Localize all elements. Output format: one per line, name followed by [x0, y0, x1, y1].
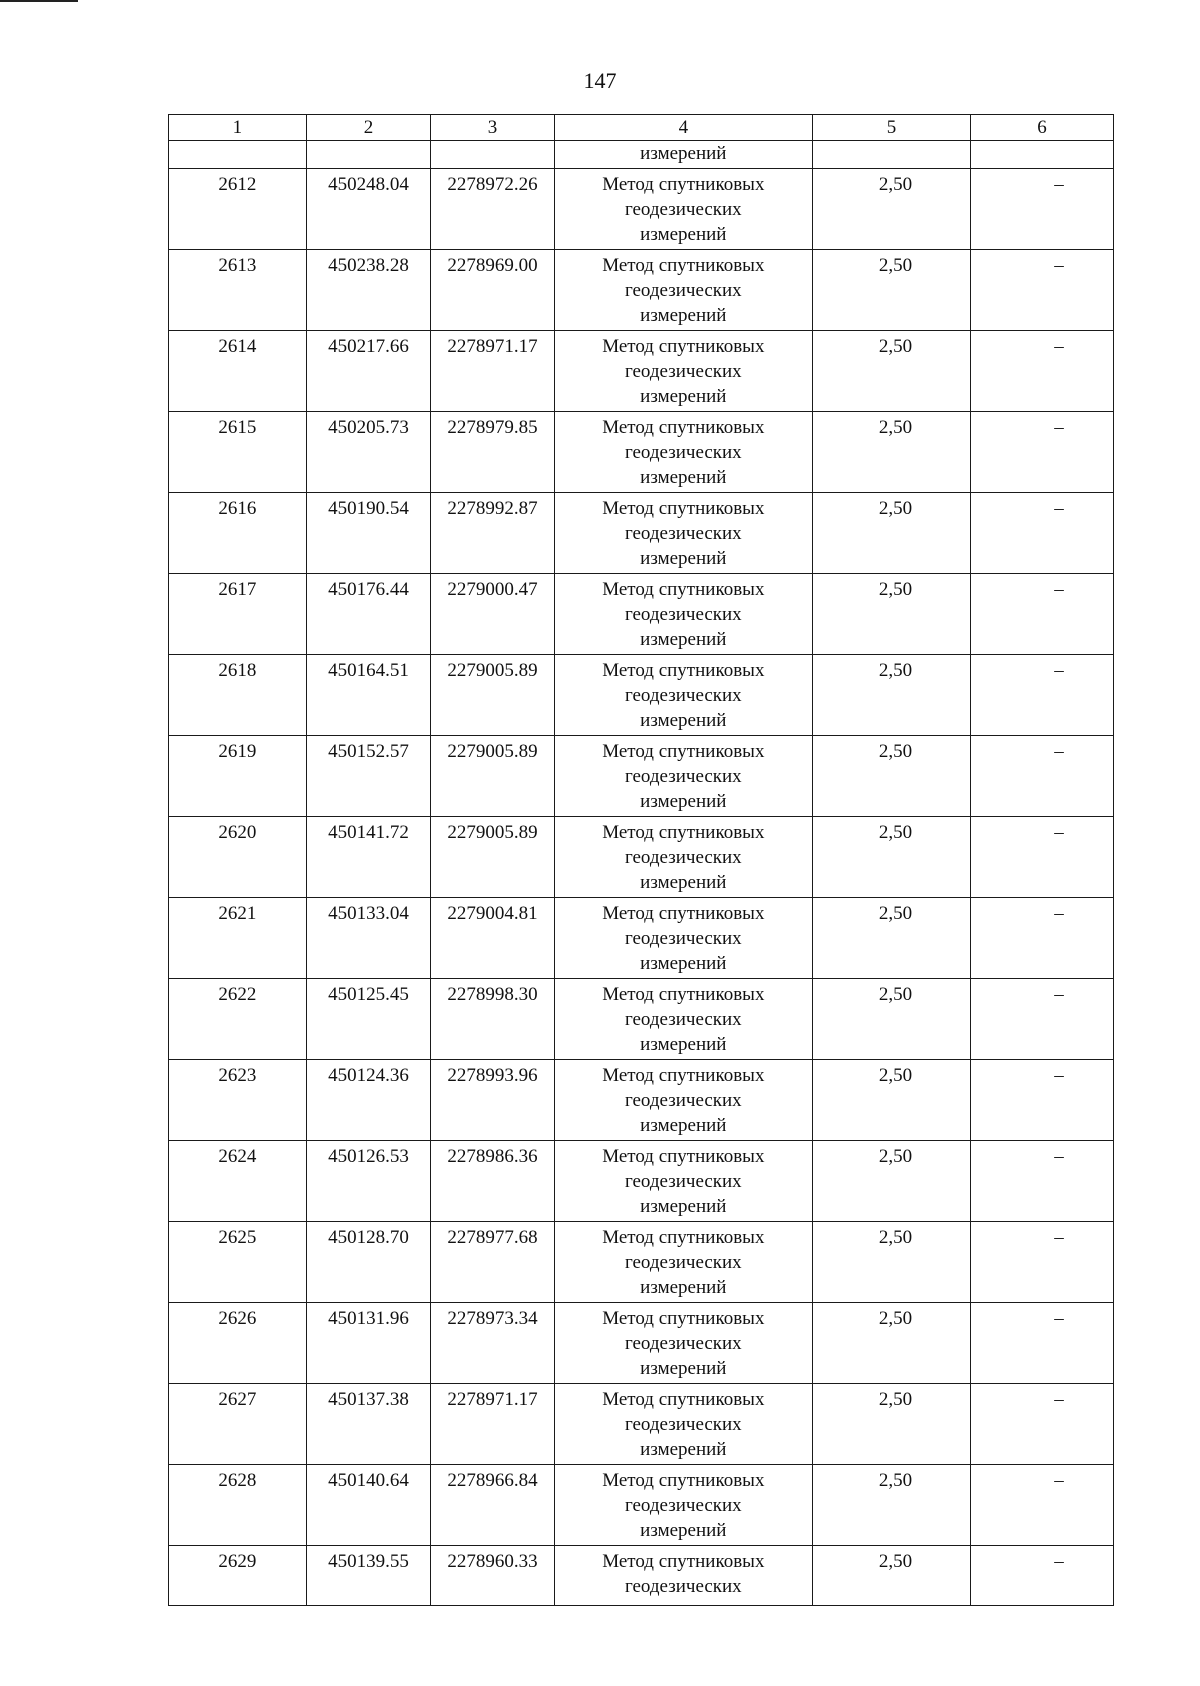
- table-cell: [169, 141, 307, 169]
- x-coordinate-cell: [306, 736, 431, 817]
- continuation-cell: измерений: [554, 141, 812, 169]
- y-coordinate-cell-text: 2278979.85: [447, 417, 538, 438]
- method-line: геодезических: [624, 847, 742, 868]
- y-coordinate-cell: [431, 1060, 554, 1141]
- table-cell: [306, 141, 431, 169]
- header-cell: 2: [306, 115, 431, 141]
- accuracy-cell: [812, 736, 970, 817]
- point-number-cell: [169, 250, 307, 331]
- method-line: геодезических: [624, 280, 742, 301]
- method-line: Метод спутниковых: [602, 984, 765, 1005]
- x-coordinate-cell-text: 450128.70: [328, 1227, 409, 1248]
- table-row: [169, 169, 1114, 250]
- y-coordinate-cell: [431, 412, 554, 493]
- point-number-cell: [169, 979, 307, 1060]
- y-coordinate-cell-text: 2279005.89: [447, 741, 538, 762]
- table-row: [169, 574, 1114, 655]
- note-cell: [971, 898, 1114, 979]
- y-coordinate-cell-text: 2278973.34: [447, 1308, 538, 1329]
- y-coordinate-cell: [431, 1303, 554, 1384]
- header-cell: 5: [812, 115, 970, 141]
- table-row: [169, 1222, 1114, 1303]
- method-cell: [554, 655, 812, 736]
- point-number-cell-text: 2624: [218, 1146, 257, 1167]
- accuracy-cell: [812, 1546, 970, 1606]
- method-line: геодезических: [624, 1576, 742, 1597]
- accuracy-cell: [812, 412, 970, 493]
- note-cell: [971, 1222, 1114, 1303]
- accuracy-cell-text: 2,50: [878, 579, 913, 600]
- accuracy-cell: [812, 898, 970, 979]
- x-coordinate-cell: [306, 655, 431, 736]
- x-coordinate-cell-text: 450248.04: [328, 174, 409, 195]
- point-number-cell-text: 2628: [218, 1470, 257, 1491]
- x-coordinate-cell-text: 450164.51: [328, 660, 409, 681]
- method-line: Метод спутниковых: [602, 1470, 765, 1491]
- method-line: измерений: [640, 548, 727, 569]
- x-coordinate-cell-text: 450131.96: [328, 1308, 409, 1329]
- note-cell-text: –: [1054, 822, 1064, 843]
- scan-corner-mark: [0, 0, 78, 2]
- table-cell: [971, 141, 1114, 169]
- header-row: [169, 115, 1114, 141]
- method-line: измерений: [640, 386, 727, 407]
- accuracy-cell: [812, 250, 970, 331]
- accuracy-cell-text: 2,50: [878, 255, 913, 276]
- table-row: [169, 493, 1114, 574]
- point-number-cell: [169, 1546, 307, 1606]
- accuracy-cell-text: 2,50: [878, 417, 913, 438]
- point-number-cell-text: 2612: [218, 174, 257, 195]
- note-cell-text: –: [1054, 903, 1064, 924]
- x-coordinate-cell-text: 450126.53: [328, 1146, 409, 1167]
- x-coordinate-cell: [306, 817, 431, 898]
- method-line: измерений: [640, 224, 727, 245]
- method-line: геодезических: [624, 1333, 742, 1354]
- x-coordinate-cell: [306, 574, 431, 655]
- y-coordinate-cell: [431, 1465, 554, 1546]
- method-cell: [554, 898, 812, 979]
- y-coordinate-cell: [431, 898, 554, 979]
- method-line: измерений: [640, 305, 727, 326]
- table-row: [169, 898, 1114, 979]
- point-number-cell-text: 2618: [218, 660, 257, 681]
- method-line: Метод спутниковых: [602, 1227, 765, 1248]
- x-coordinate-cell-text: 450133.04: [328, 903, 409, 924]
- point-number-cell-text: 2621: [218, 903, 257, 924]
- method-line: геодезических: [624, 766, 742, 787]
- x-coordinate-cell-text: 450152.57: [328, 741, 409, 762]
- y-coordinate-cell-text: 2279005.89: [447, 822, 538, 843]
- x-coordinate-cell-text: 450124.36: [328, 1065, 409, 1086]
- method-line: геодезических: [624, 1495, 742, 1516]
- method-cell: [554, 331, 812, 412]
- point-number-cell: [169, 1141, 307, 1222]
- method-line: Метод спутниковых: [602, 1389, 765, 1410]
- method-line: Метод спутниковых: [602, 660, 765, 681]
- method-cell: [554, 1546, 812, 1606]
- x-coordinate-cell-text: 450205.73: [328, 417, 409, 438]
- note-cell: [971, 817, 1114, 898]
- accuracy-cell: [812, 1465, 970, 1546]
- y-coordinate-cell: [431, 1546, 554, 1606]
- method-line: геодезических: [624, 1009, 742, 1030]
- y-coordinate-cell-text: 2278998.30: [447, 984, 538, 1005]
- accuracy-cell: [812, 1141, 970, 1222]
- accuracy-cell-text: 2,50: [878, 660, 913, 681]
- accuracy-cell-text: 2,50: [878, 174, 913, 195]
- method-cell: [554, 979, 812, 1060]
- method-line: Метод спутниковых: [602, 822, 765, 843]
- note-cell-text: –: [1054, 1065, 1064, 1086]
- table-row: [169, 817, 1114, 898]
- x-coordinate-cell: [306, 1384, 431, 1465]
- accuracy-cell: [812, 169, 970, 250]
- point-number-cell-text: 2622: [218, 984, 257, 1005]
- note-cell-text: –: [1054, 1227, 1064, 1248]
- method-line: Метод спутниковых: [602, 498, 765, 519]
- note-cell: [971, 331, 1114, 412]
- point-number-cell: [169, 1465, 307, 1546]
- y-coordinate-cell: [431, 817, 554, 898]
- x-coordinate-cell-text: 450137.38: [328, 1389, 409, 1410]
- y-coordinate-cell-text: 2278971.17: [447, 336, 538, 357]
- point-number-cell-text: 2620: [218, 822, 257, 843]
- note-cell: [971, 1303, 1114, 1384]
- x-coordinate-cell: [306, 1222, 431, 1303]
- x-coordinate-cell: [306, 331, 431, 412]
- x-coordinate-cell: [306, 1465, 431, 1546]
- point-number-cell: [169, 655, 307, 736]
- method-line: Метод спутниковых: [602, 903, 765, 924]
- accuracy-cell: [812, 1060, 970, 1141]
- note-cell-text: –: [1054, 174, 1064, 195]
- method-cell: [554, 736, 812, 817]
- accuracy-cell: [812, 655, 970, 736]
- note-cell-text: –: [1054, 417, 1064, 438]
- header-cell: 3: [431, 115, 554, 141]
- method-line: геодезических: [624, 361, 742, 382]
- note-cell-text: –: [1054, 336, 1064, 357]
- accuracy-cell: [812, 493, 970, 574]
- note-cell-text: –: [1054, 1308, 1064, 1329]
- table-row: [169, 736, 1114, 817]
- point-number-cell-text: 2619: [218, 741, 257, 762]
- method-cell: [554, 1303, 812, 1384]
- continuation-row: [169, 141, 1114, 169]
- accuracy-cell: [812, 1303, 970, 1384]
- y-coordinate-cell-text: 2279004.81: [447, 903, 538, 924]
- table-row: [169, 979, 1114, 1060]
- y-coordinate-cell: [431, 979, 554, 1060]
- note-cell: [971, 1060, 1114, 1141]
- y-coordinate-cell-text: 2278972.26: [447, 174, 538, 195]
- method-line: геодезических: [624, 928, 742, 949]
- note-cell: [971, 1465, 1114, 1546]
- accuracy-cell-text: 2,50: [878, 1065, 913, 1086]
- method-cell: [554, 169, 812, 250]
- method-line: измерений: [640, 710, 727, 731]
- method-line: геодезических: [624, 604, 742, 625]
- note-cell-text: –: [1054, 255, 1064, 276]
- note-cell: [971, 412, 1114, 493]
- note-cell: [971, 493, 1114, 574]
- accuracy-cell: [812, 1384, 970, 1465]
- y-coordinate-cell: [431, 1384, 554, 1465]
- point-number-cell: [169, 493, 307, 574]
- note-cell: [971, 250, 1114, 331]
- note-cell: [971, 1546, 1114, 1606]
- point-number-cell: [169, 331, 307, 412]
- note-cell: [971, 169, 1114, 250]
- point-number-cell: [169, 1303, 307, 1384]
- method-line: Метод спутниковых: [602, 336, 765, 357]
- point-number-cell: [169, 736, 307, 817]
- method-line: Метод спутниковых: [602, 174, 765, 195]
- x-coordinate-cell-text: 450139.55: [328, 1551, 409, 1572]
- note-cell-text: –: [1054, 1470, 1064, 1491]
- method-line: измерений: [640, 1196, 727, 1217]
- accuracy-cell: [812, 331, 970, 412]
- table-row: [169, 1141, 1114, 1222]
- method-cell: [554, 1060, 812, 1141]
- accuracy-cell-text: 2,50: [878, 1227, 913, 1248]
- method-line: измерений: [640, 1520, 727, 1541]
- y-coordinate-cell: [431, 331, 554, 412]
- method-cell: [554, 493, 812, 574]
- accuracy-cell-text: 2,50: [878, 1470, 913, 1491]
- accuracy-cell-text: 2,50: [878, 822, 913, 843]
- accuracy-cell: [812, 979, 970, 1060]
- method-line: геодезических: [624, 1171, 742, 1192]
- table-row: [169, 1303, 1114, 1384]
- point-number-cell-text: 2614: [218, 336, 257, 357]
- method-line: Метод спутниковых: [602, 1146, 765, 1167]
- y-coordinate-cell: [431, 250, 554, 331]
- header-cell: 6: [971, 115, 1114, 141]
- method-line: Метод спутниковых: [602, 1551, 765, 1572]
- header-cell: 4: [554, 115, 812, 141]
- point-number-cell: [169, 169, 307, 250]
- method-cell: [554, 574, 812, 655]
- method-line: измерений: [640, 872, 727, 893]
- table-row: [169, 1060, 1114, 1141]
- method-line: геодезических: [624, 1090, 742, 1111]
- note-cell-text: –: [1054, 579, 1064, 600]
- method-cell: [554, 250, 812, 331]
- method-cell: [554, 412, 812, 493]
- x-coordinate-cell: [306, 1141, 431, 1222]
- method-line: измерений: [640, 1034, 727, 1055]
- note-cell: [971, 979, 1114, 1060]
- method-line: измерений: [640, 791, 727, 812]
- x-coordinate-cell: [306, 493, 431, 574]
- y-coordinate-cell-text: 2279000.47: [447, 579, 538, 600]
- point-number-cell-text: 2613: [218, 255, 257, 276]
- point-number-cell: [169, 412, 307, 493]
- point-number-cell: [169, 1060, 307, 1141]
- y-coordinate-cell-text: 2278971.17: [447, 1389, 538, 1410]
- note-cell-text: –: [1054, 1389, 1064, 1410]
- method-line: геодезических: [624, 1252, 742, 1273]
- method-cell: [554, 817, 812, 898]
- x-coordinate-cell-text: 450176.44: [328, 579, 409, 600]
- y-coordinate-cell-text: 2278977.68: [447, 1227, 538, 1248]
- table-row: [169, 331, 1114, 412]
- table-row: [169, 412, 1114, 493]
- y-coordinate-cell: [431, 493, 554, 574]
- accuracy-cell-text: 2,50: [878, 903, 913, 924]
- y-coordinate-cell: [431, 736, 554, 817]
- x-coordinate-cell: [306, 250, 431, 331]
- x-coordinate-cell: [306, 412, 431, 493]
- note-cell: [971, 736, 1114, 817]
- method-cell: [554, 1384, 812, 1465]
- accuracy-cell: [812, 574, 970, 655]
- method-line: Метод спутниковых: [602, 1308, 765, 1329]
- table-cell: [431, 141, 554, 169]
- y-coordinate-cell-text: 2278969.00: [447, 255, 538, 276]
- point-number-cell: [169, 574, 307, 655]
- method-line: измерений: [640, 1439, 727, 1460]
- table-row: [169, 1384, 1114, 1465]
- note-cell: [971, 1384, 1114, 1465]
- y-coordinate-cell-text: 2278986.36: [447, 1146, 538, 1167]
- table-row: [169, 1546, 1114, 1606]
- x-coordinate-cell: [306, 979, 431, 1060]
- note-cell: [971, 655, 1114, 736]
- table-body: [169, 115, 1114, 1606]
- x-coordinate-cell: [306, 1546, 431, 1606]
- x-coordinate-cell-text: 450190.54: [328, 498, 409, 519]
- point-number-cell-text: 2615: [218, 417, 257, 438]
- method-line: геодезических: [624, 442, 742, 463]
- point-number-cell: [169, 1222, 307, 1303]
- point-number-cell-text: 2625: [218, 1227, 257, 1248]
- table-row: [169, 1465, 1114, 1546]
- method-line: Метод спутниковых: [602, 255, 765, 276]
- note-cell-text: –: [1054, 984, 1064, 1005]
- method-line: измерений: [640, 467, 727, 488]
- note-cell-text: –: [1054, 741, 1064, 762]
- point-number-cell-text: 2617: [218, 579, 257, 600]
- accuracy-cell-text: 2,50: [878, 498, 913, 519]
- y-coordinate-cell-text: 2279005.89: [447, 660, 538, 681]
- accuracy-cell-text: 2,50: [878, 1551, 913, 1572]
- y-coordinate-cell-text: 2278960.33: [447, 1551, 538, 1572]
- method-cell: [554, 1141, 812, 1222]
- note-cell: [971, 574, 1114, 655]
- method-line: Метод спутниковых: [602, 741, 765, 762]
- y-coordinate-cell: [431, 169, 554, 250]
- x-coordinate-cell-text: 450125.45: [328, 984, 409, 1005]
- accuracy-cell-text: 2,50: [878, 1146, 913, 1167]
- table-row: [169, 655, 1114, 736]
- x-coordinate-cell: [306, 1303, 431, 1384]
- note-cell: [971, 1141, 1114, 1222]
- method-line: измерений: [640, 1115, 727, 1136]
- method-line: геодезических: [624, 1414, 742, 1435]
- accuracy-cell-text: 2,50: [878, 741, 913, 762]
- y-coordinate-cell-text: 2278992.87: [447, 498, 538, 519]
- method-line: геодезических: [624, 199, 742, 220]
- accuracy-cell: [812, 817, 970, 898]
- point-number-cell: [169, 817, 307, 898]
- method-line: Метод спутниковых: [602, 579, 765, 600]
- point-number-cell-text: 2623: [218, 1065, 257, 1086]
- point-number-cell-text: 2616: [218, 498, 257, 519]
- point-number-cell-text: 2627: [218, 1389, 257, 1410]
- y-coordinate-cell: [431, 1222, 554, 1303]
- y-coordinate-cell: [431, 574, 554, 655]
- note-cell-text: –: [1054, 1146, 1064, 1167]
- page-number: 147: [583, 68, 617, 93]
- note-cell-text: –: [1054, 1551, 1064, 1572]
- method-line: измерений: [640, 1358, 727, 1379]
- x-coordinate-cell-text: 450140.64: [328, 1470, 409, 1491]
- method-line: геодезических: [624, 685, 742, 706]
- point-number-cell: [169, 1384, 307, 1465]
- coordinates-table: [168, 114, 1114, 1606]
- y-coordinate-cell-text: 2278966.84: [447, 1470, 538, 1491]
- accuracy-cell-text: 2,50: [878, 1308, 913, 1329]
- point-number-cell-text: 2626: [218, 1308, 257, 1329]
- y-coordinate-cell-text: 2278993.96: [447, 1065, 538, 1086]
- point-number-cell-text: 2629: [218, 1551, 257, 1572]
- note-cell-text: –: [1054, 498, 1064, 519]
- x-coordinate-cell-text: 450217.66: [328, 336, 409, 357]
- x-coordinate-cell: [306, 169, 431, 250]
- method-line: измерений: [640, 953, 727, 974]
- method-line: геодезических: [624, 523, 742, 544]
- method-cell: [554, 1465, 812, 1546]
- x-coordinate-cell: [306, 898, 431, 979]
- note-cell-text: –: [1054, 660, 1064, 681]
- method-line: Метод спутниковых: [602, 417, 765, 438]
- table-row: [169, 250, 1114, 331]
- table-cell: [812, 141, 970, 169]
- method-line: Метод спутниковых: [602, 1065, 765, 1086]
- accuracy-cell: [812, 1222, 970, 1303]
- y-coordinate-cell: [431, 1141, 554, 1222]
- method-line: измерений: [640, 629, 727, 650]
- method-line: измерений: [640, 1277, 727, 1298]
- accuracy-cell-text: 2,50: [878, 984, 913, 1005]
- x-coordinate-cell-text: 450238.28: [328, 255, 409, 276]
- accuracy-cell-text: 2,50: [878, 1389, 913, 1410]
- y-coordinate-cell: [431, 655, 554, 736]
- x-coordinate-cell: [306, 1060, 431, 1141]
- header-cell: 1: [169, 115, 307, 141]
- point-number-cell: [169, 898, 307, 979]
- accuracy-cell-text: 2,50: [878, 336, 913, 357]
- method-cell: [554, 1222, 812, 1303]
- x-coordinate-cell-text: 450141.72: [328, 822, 409, 843]
